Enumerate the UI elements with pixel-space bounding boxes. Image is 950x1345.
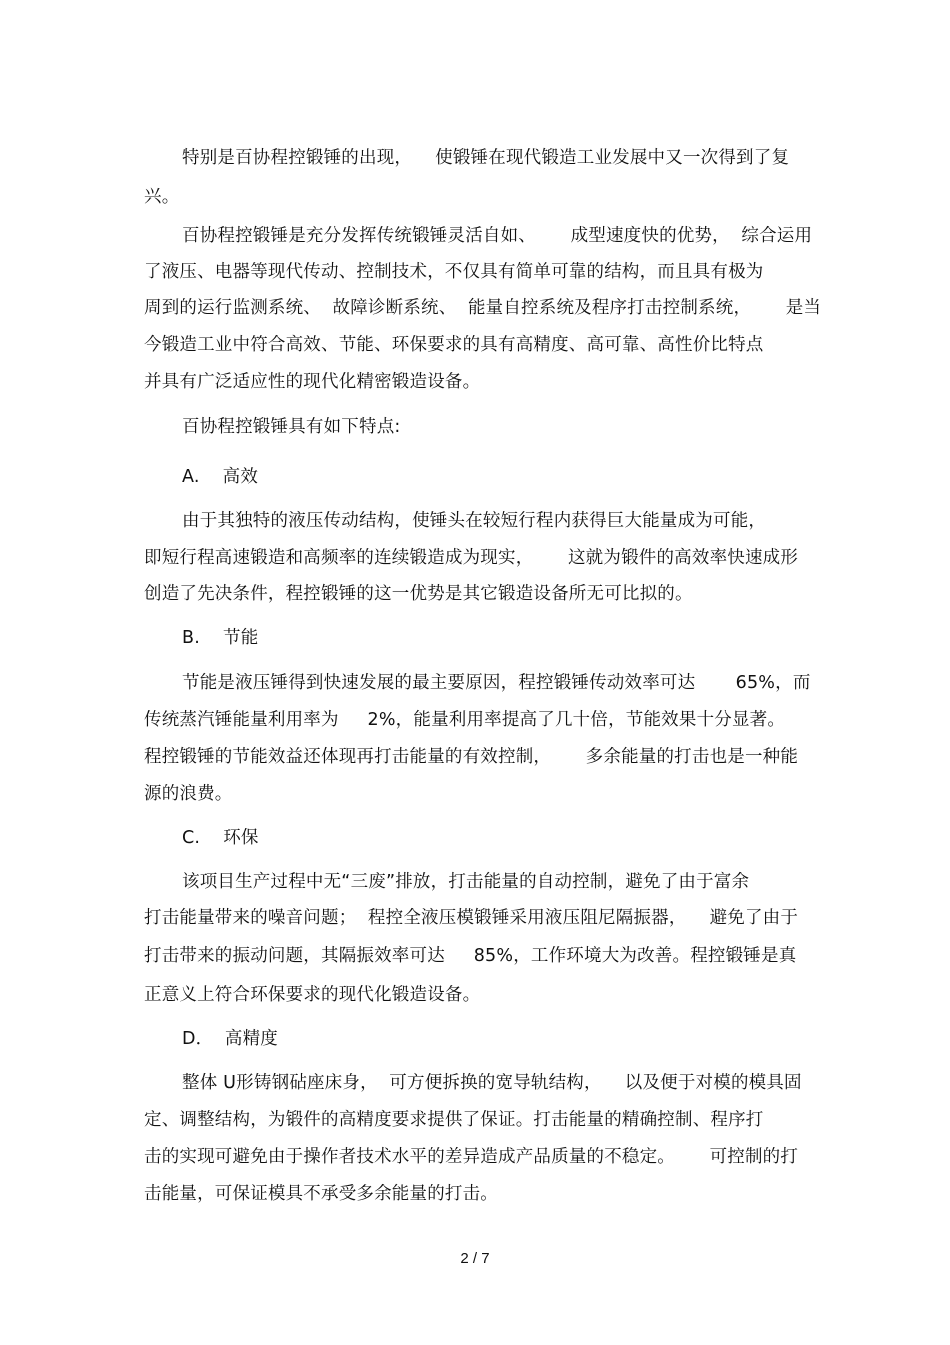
- text-line: 兴。: [144, 187, 180, 207]
- page-number: 2 / 7: [460, 1250, 490, 1267]
- text-line: 周到的运行监测系统、 故障诊断系统、 能量自控系统及程序打击控制系统， 是当: [144, 298, 822, 318]
- section-heading-b: B. 节能: [182, 628, 259, 648]
- text-line: 传统蒸汽锤能量利用率为 2%，能量利用率提高了几十倍，节能效果十分显著。: [144, 710, 786, 730]
- text-line: 百协程控锻锤具有如下特点:: [182, 417, 401, 437]
- text-line: 了液压、电器等现代传动、控制技术，不仅具有简单可靠的结构，而且具有极为: [144, 262, 764, 282]
- text-line: 特别是百协程控锻锤的出现， 使锻锤在现代锻造工业发展中又一次得到了复: [182, 148, 790, 168]
- text-line: 正意义上符合环保要求的现代化锻造设备。: [144, 985, 481, 1005]
- text-line: 今锻造工业中符合高效、节能、环保要求的具有高精度、高可靠、高性价比特点: [144, 335, 764, 355]
- text-line: 打击带来的振动问题，其隔振效率可达 85%，工作环境大为改善。程控锻锤是真: [144, 946, 797, 966]
- text-line: 即短行程高速锻造和高频率的连续锻造成为现实， 这就为锻件的高效率快速成形: [144, 548, 799, 568]
- text-line: 程控锻锤的节能效益还体现再打击能量的有效控制， 多余能量的打击也是一种能: [144, 747, 799, 767]
- text-line: 由于其独特的液压传动结构，使锤头在较短行程内获得巨大能量成为可能，: [182, 511, 767, 531]
- text-line: 定、调整结构，为锻件的高精度要求提供了保证。打击能量的精确控制、程序打: [144, 1110, 764, 1130]
- section-heading-d: D． 高精度: [182, 1029, 279, 1049]
- text-line: 击的实现可避免由于操作者技术水平的差异造成产品质量的不稳定。 可控制的打: [144, 1147, 799, 1167]
- text-line: 打击能量带来的噪音问题； 程控全液压模锻锤采用液压阻尼隔振器， 避免了由于: [144, 908, 799, 928]
- section-heading-a: A. 高效: [182, 467, 259, 487]
- text-line: 整体 U形铸钢砧座床身， 可方便拆换的宽导轨结构， 以及便于对模的模具固: [182, 1073, 802, 1093]
- text-line: 该项目生产过程中无“三废”排放，打击能量的自动控制，避免了由于富余: [182, 872, 750, 892]
- text-line: 创造了先决条件，程控锻锤的这一优势是其它锻造设备所无可比拟的。: [144, 584, 693, 604]
- section-heading-c: C. 环保: [182, 828, 259, 848]
- text-line: 节能是液压锤得到快速发展的最主要原因，程控锻锤传动效率可达 65%，而: [182, 673, 811, 693]
- text-line: 源的浪费。: [144, 784, 233, 804]
- text-line: 百协程控锻锤是充分发挥传统锻锤灵活自如、 成型速度快的优势， 综合运用: [182, 226, 813, 246]
- text-line: 并具有广泛适应性的现代化精密锻造设备。: [144, 372, 481, 392]
- text-line: 击能量，可保证模具不承受多余能量的打击。: [144, 1184, 498, 1204]
